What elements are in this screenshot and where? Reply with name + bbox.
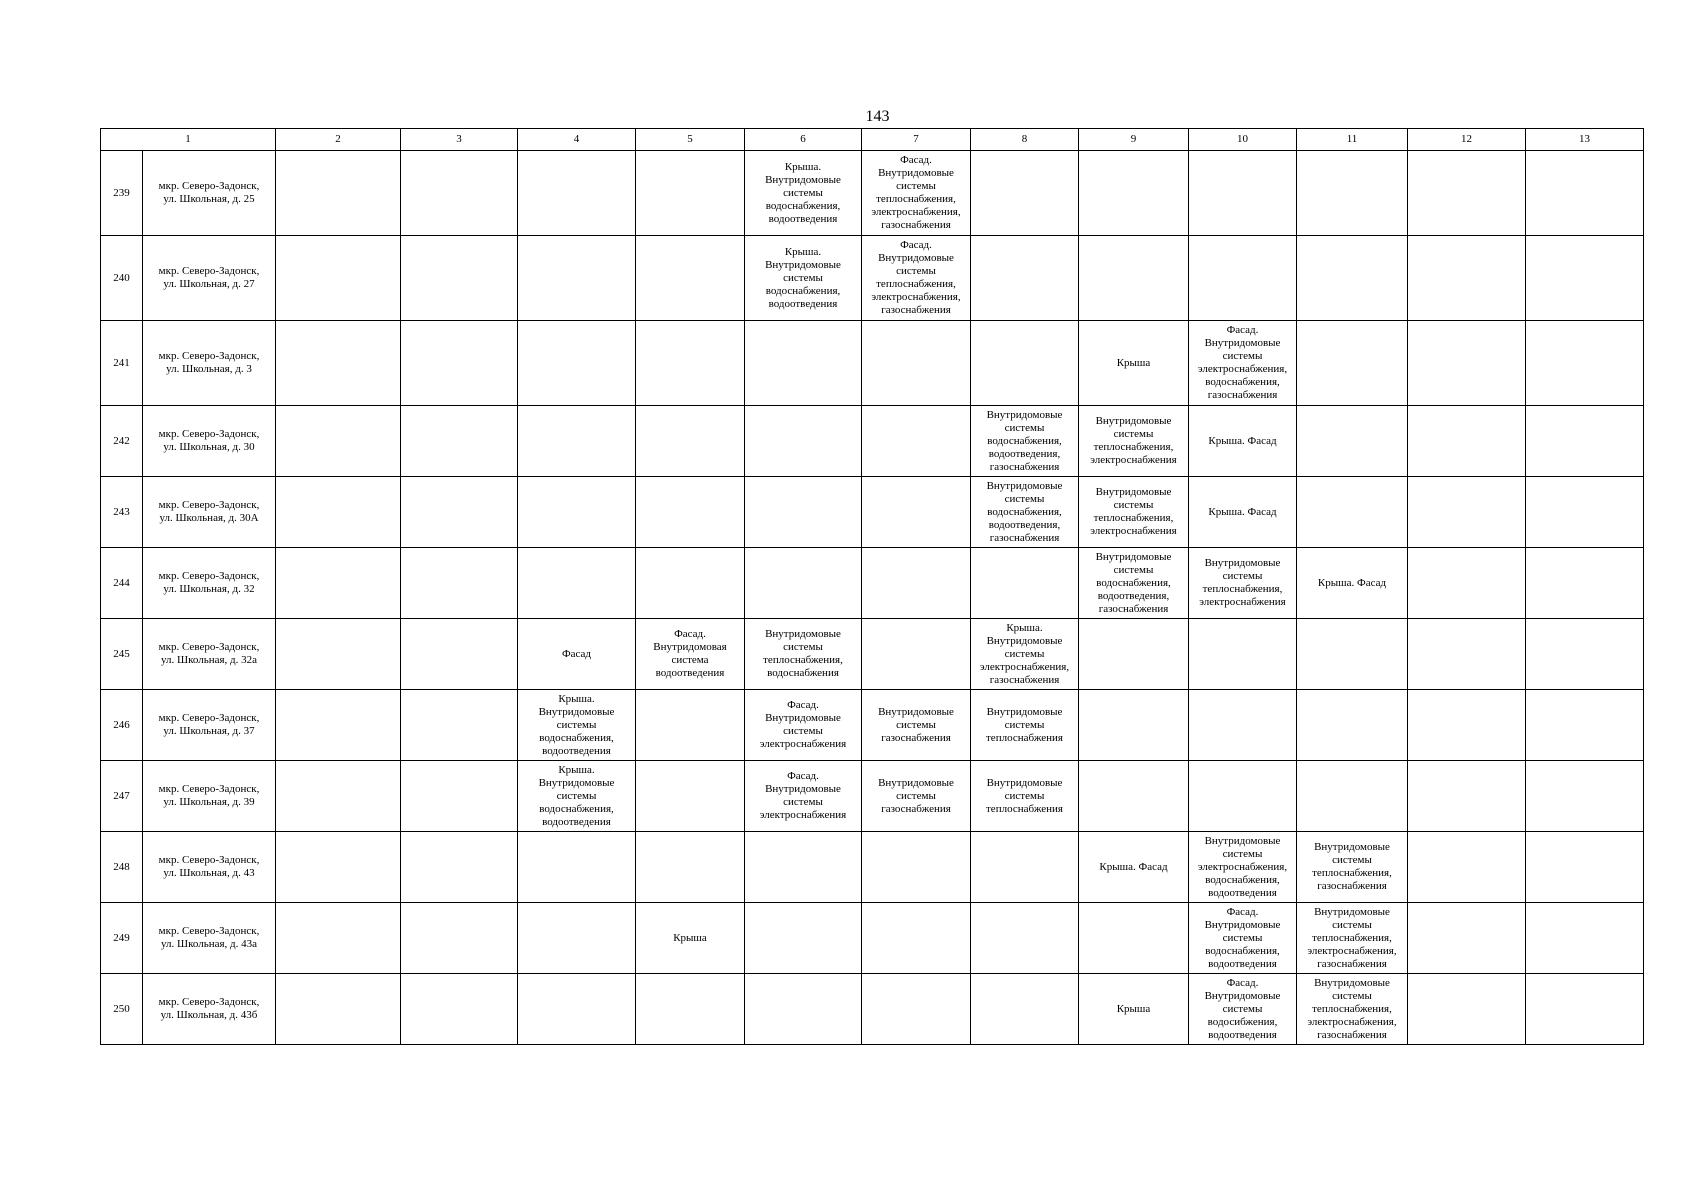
work-type-cell — [1297, 236, 1408, 321]
cell-text: Внутридомовые системы теплоснабжения, электроснабжения — [1090, 415, 1177, 466]
row-number-cell — [101, 548, 143, 619]
work-type-cell — [518, 974, 636, 1045]
cell-text: мкр. Северо-Задонск, ул. Школьная, д. 25 — [158, 180, 260, 205]
work-type-cell — [1189, 548, 1297, 619]
column-header: 7 — [862, 129, 971, 151]
cell-text: 247 — [113, 789, 130, 802]
work-type-cell — [518, 236, 636, 321]
work-type-cell — [401, 761, 518, 832]
cell-text: Внутридомовые системы теплоснабжения — [986, 705, 1063, 744]
address-cell — [143, 974, 276, 1045]
work-type-cell — [276, 548, 401, 619]
work-type-cell — [1079, 619, 1189, 690]
work-type-cell — [862, 321, 971, 406]
cell-text: мкр. Северо-Задонск, ул. Школьная, д. 32 — [158, 570, 260, 595]
work-type-cell — [518, 477, 636, 548]
table-row — [101, 548, 1644, 619]
work-type-cell — [971, 761, 1079, 832]
cell-text: 240 — [113, 271, 130, 284]
work-type-cell — [636, 761, 745, 832]
address-cell — [143, 832, 276, 903]
work-type-cell — [1297, 619, 1408, 690]
work-type-cell — [971, 832, 1079, 903]
work-type-cell — [1526, 974, 1644, 1045]
work-type-cell — [1189, 690, 1297, 761]
column-header: 8 — [971, 129, 1079, 151]
cell-text: мкр. Северо-Задонск, ул. Школьная, д. 30 — [158, 428, 260, 453]
work-type-cell — [862, 761, 971, 832]
cell-text: Крыша — [673, 931, 707, 944]
work-type-cell — [518, 903, 636, 974]
work-type-cell — [1079, 151, 1189, 236]
row-number-cell — [101, 236, 143, 321]
table-row — [101, 321, 1644, 406]
work-type-cell — [636, 619, 745, 690]
cell-text: Фасад. Внутридомовые системы теплоснабжения, электроснабжения, газоснабжения — [871, 154, 961, 231]
table-row — [101, 761, 1644, 832]
work-type-cell — [1526, 477, 1644, 548]
cell-text: 239 — [113, 186, 130, 199]
work-type-cell — [1526, 690, 1644, 761]
column-header: 9 — [1079, 129, 1189, 151]
work-type-cell — [862, 690, 971, 761]
work-type-cell — [276, 151, 401, 236]
address-cell — [143, 321, 276, 406]
work-type-cell — [1408, 321, 1526, 406]
work-type-cell — [971, 151, 1079, 236]
cell-text: мкр. Северо-Задонск, ул. Школьная, д. 37 — [158, 712, 260, 737]
work-type-cell — [1189, 236, 1297, 321]
cell-text: Внутридомовые системы водоснабжения, водоотведения, газоснабжения — [986, 479, 1063, 544]
cell-text: Фасад. Внутридомовые системы водосибжения, водоотведения — [1204, 976, 1281, 1041]
column-header: 6 — [745, 129, 862, 151]
work-type-cell — [1297, 903, 1408, 974]
address-cell — [143, 236, 276, 321]
work-type-cell — [1079, 548, 1189, 619]
work-type-cell — [1079, 690, 1189, 761]
work-type-cell — [1079, 321, 1189, 406]
work-type-cell — [862, 236, 971, 321]
cell-text: мкр. Северо-Задонск, ул. Школьная, д. 43б — [158, 996, 260, 1021]
work-type-cell — [745, 548, 862, 619]
cell-text: мкр. Северо-Задонск, ул. Школьная, д. 32а — [158, 641, 260, 666]
cell-text: Внутридомовые системы теплоснабжения, водоснабжения — [763, 628, 843, 679]
row-number-cell — [101, 406, 143, 477]
cell-text: мкр. Северо-Задонск, ул. Школьная, д. 3 — [158, 350, 260, 375]
cell-text: мкр. Северо-Задонск, ул. Школьная, д. 30А — [158, 499, 260, 524]
work-type-cell — [276, 903, 401, 974]
work-type-cell — [1189, 406, 1297, 477]
cell-text: Внутридомовые системы водоснабжения, водоотведения, газоснабжения — [986, 408, 1063, 473]
cell-text: 244 — [113, 576, 130, 589]
work-type-cell — [1526, 406, 1644, 477]
work-type-cell — [636, 151, 745, 236]
work-type-cell — [276, 690, 401, 761]
work-type-cell — [401, 477, 518, 548]
table-row — [101, 974, 1644, 1045]
work-type-cell — [276, 321, 401, 406]
row-number-cell — [101, 761, 143, 832]
work-type-cell — [636, 321, 745, 406]
repair-schedule-table — [100, 128, 1644, 1045]
column-header: 4 — [518, 129, 636, 151]
cell-text: Фасад. Внутридомовые системы электроснабжения — [759, 770, 847, 821]
work-type-cell — [1408, 151, 1526, 236]
work-type-cell — [401, 619, 518, 690]
work-type-cell — [1297, 406, 1408, 477]
column-header: 5 — [636, 129, 745, 151]
work-type-cell — [862, 151, 971, 236]
work-type-cell — [862, 406, 971, 477]
work-type-cell — [1526, 619, 1644, 690]
work-type-cell — [1408, 548, 1526, 619]
work-type-cell — [1189, 619, 1297, 690]
cell-text: Крыша — [1116, 356, 1151, 369]
work-type-cell — [518, 548, 636, 619]
work-type-cell — [745, 761, 862, 832]
table-row — [101, 406, 1644, 477]
work-type-cell — [1189, 761, 1297, 832]
row-number-cell — [101, 477, 143, 548]
work-type-cell — [745, 974, 862, 1045]
cell-text: Фасад. Внутридомовые системы водоснабжения, водоотведения — [1204, 905, 1281, 970]
work-type-cell — [1079, 236, 1189, 321]
address-cell — [143, 406, 276, 477]
cell-text: 243 — [113, 505, 130, 518]
work-type-cell — [401, 406, 518, 477]
work-type-cell — [1408, 903, 1526, 974]
page-number: 143 — [865, 108, 890, 125]
work-type-cell — [1189, 903, 1297, 974]
table-row — [101, 619, 1644, 690]
work-type-cell — [1297, 321, 1408, 406]
work-type-cell — [862, 619, 971, 690]
work-type-cell — [1079, 903, 1189, 974]
work-type-cell — [636, 690, 745, 761]
work-type-cell — [1297, 548, 1408, 619]
cell-text: 241 — [113, 356, 130, 369]
work-type-cell — [636, 974, 745, 1045]
cell-text: Внутридомовые системы теплоснабжения, электроснабжения, газоснабжения — [1307, 905, 1397, 970]
table-row — [101, 236, 1644, 321]
row-number-cell — [101, 151, 143, 236]
work-type-cell — [518, 321, 636, 406]
work-type-cell — [518, 619, 636, 690]
work-type-cell — [1526, 236, 1644, 321]
address-cell — [143, 477, 276, 548]
address-cell — [143, 619, 276, 690]
work-type-cell — [518, 151, 636, 236]
work-type-cell — [745, 690, 862, 761]
cell-text: Внутридомовые системы теплоснабжения, электроснабжения, газоснабжения — [1307, 976, 1397, 1041]
table-row — [101, 832, 1644, 903]
work-type-cell — [1526, 548, 1644, 619]
cell-text: Фасад. Внутридомовые системы электроснабжения — [759, 699, 847, 750]
work-type-cell — [971, 903, 1079, 974]
work-type-cell — [518, 690, 636, 761]
cell-text: Фасад. Внутридомовые системы теплоснабжения, электроснабжения, газоснабжения — [871, 239, 961, 316]
work-type-cell — [1297, 151, 1408, 236]
row-number-cell — [101, 903, 143, 974]
work-type-cell — [1189, 974, 1297, 1045]
cell-text: Крыша. Внутридомовые системы водоснабжения, водоотведения — [765, 245, 841, 310]
work-type-cell — [518, 761, 636, 832]
cell-text: мкр. Северо-Задонск, ул. Школьная, д. 39 — [158, 783, 260, 808]
work-type-cell — [276, 236, 401, 321]
work-type-cell — [971, 974, 1079, 1045]
table-row — [101, 151, 1644, 236]
cell-text: Крыша. Внутридомовые системы водоснабжения, водоотведения — [538, 763, 615, 828]
work-type-cell — [862, 548, 971, 619]
cell-text: Крыша. Внутридомовые системы электроснабжения, газоснабжения — [979, 621, 1070, 686]
work-type-cell — [745, 236, 862, 321]
address-cell — [143, 903, 276, 974]
cell-text: мкр. Северо-Задонск, ул. Школьная, д. 27 — [158, 265, 260, 290]
column-header: 2 — [276, 129, 401, 151]
work-type-cell — [401, 690, 518, 761]
work-type-cell — [745, 832, 862, 903]
work-type-cell — [276, 477, 401, 548]
work-type-cell — [862, 903, 971, 974]
work-type-cell — [971, 406, 1079, 477]
work-type-cell — [276, 832, 401, 903]
cell-text: Фасад. Внутридомовая система водоотведения — [653, 628, 727, 679]
cell-text: Внутридомовые системы теплоснабжения, электроснабжения — [1199, 557, 1286, 608]
cell-text: Крыша. Фасад — [1099, 860, 1168, 873]
column-header: 10 — [1189, 129, 1297, 151]
cell-text: 242 — [113, 434, 130, 447]
work-type-cell — [745, 903, 862, 974]
table-row — [101, 477, 1644, 548]
work-type-cell — [636, 406, 745, 477]
cell-text: Крыша. Фасад — [1208, 505, 1277, 518]
address-cell — [143, 548, 276, 619]
work-type-cell — [1189, 477, 1297, 548]
work-type-cell — [401, 832, 518, 903]
work-type-cell — [1079, 477, 1189, 548]
work-type-cell — [971, 321, 1079, 406]
cell-text: Внутридомовые системы теплоснабжения — [986, 776, 1063, 815]
work-type-cell — [745, 619, 862, 690]
work-type-cell — [1408, 406, 1526, 477]
cell-text: Крыша. Внутридомовые системы водоснабжения, водоотведения — [765, 160, 841, 225]
work-type-cell — [401, 151, 518, 236]
work-type-cell — [1526, 903, 1644, 974]
row-number-cell — [101, 974, 143, 1045]
work-type-cell — [1408, 690, 1526, 761]
work-type-cell — [971, 619, 1079, 690]
cell-text: мкр. Северо-Задонск, ул. Школьная, д. 43 — [158, 854, 260, 879]
work-type-cell — [745, 477, 862, 548]
column-header: 3 — [401, 129, 518, 151]
cell-text: Внутридомовые системы газоснабжения — [878, 705, 954, 744]
cell-text: Внутридомовые системы газоснабжения — [878, 776, 954, 815]
cell-text: Крыша. Фасад — [1317, 576, 1387, 589]
cell-text: Внутридомовые системы теплоснабжения, электроснабжения — [1090, 486, 1177, 537]
work-type-cell — [518, 832, 636, 903]
work-type-cell — [1297, 477, 1408, 548]
work-type-cell — [1297, 761, 1408, 832]
work-type-cell — [1189, 321, 1297, 406]
work-type-cell — [276, 974, 401, 1045]
work-type-cell — [1079, 832, 1189, 903]
work-type-cell — [636, 477, 745, 548]
work-type-cell — [1408, 236, 1526, 321]
work-type-cell — [1189, 832, 1297, 903]
work-type-cell — [1526, 151, 1644, 236]
row-number-cell — [101, 619, 143, 690]
work-type-cell — [401, 236, 518, 321]
work-type-cell — [1526, 761, 1644, 832]
cell-text: 250 — [113, 1002, 130, 1015]
work-type-cell — [1526, 832, 1644, 903]
column-header: 12 — [1408, 129, 1526, 151]
work-type-cell — [1079, 406, 1189, 477]
row-number-cell — [101, 321, 143, 406]
column-header: 13 — [1526, 129, 1644, 151]
work-type-cell — [636, 548, 745, 619]
work-type-cell — [276, 761, 401, 832]
column-header: 1 — [101, 129, 276, 151]
work-type-cell — [745, 321, 862, 406]
work-type-cell — [971, 690, 1079, 761]
work-type-cell — [1297, 832, 1408, 903]
work-type-cell — [745, 406, 862, 477]
work-type-cell — [1408, 477, 1526, 548]
work-type-cell — [1079, 761, 1189, 832]
cell-text: Фасад. Внутридомовые системы электроснабжения, водоснабжения, газоснабжения — [1197, 324, 1288, 401]
cell-text: Внутридомовые системы электроснабжения, водоснабжения, водоотведения — [1197, 834, 1288, 899]
work-type-cell — [636, 236, 745, 321]
column-header: 11 — [1297, 129, 1408, 151]
work-type-cell — [971, 477, 1079, 548]
address-cell — [143, 690, 276, 761]
work-type-cell — [1297, 974, 1408, 1045]
cell-text: 249 — [113, 931, 130, 944]
cell-text: Крыша. Фасад — [1208, 434, 1277, 447]
cell-text: Внутридомовые системы водоснабжения, водоотведения, газоснабжения — [1095, 550, 1172, 615]
work-type-cell — [862, 974, 971, 1045]
work-type-cell — [518, 406, 636, 477]
table-row — [101, 903, 1644, 974]
address-cell — [143, 151, 276, 236]
cell-text: Фасад — [561, 647, 592, 660]
header-row — [101, 129, 1644, 151]
work-type-cell — [971, 548, 1079, 619]
work-type-cell — [276, 406, 401, 477]
cell-text: 245 — [113, 647, 130, 660]
work-type-cell — [745, 151, 862, 236]
work-type-cell — [276, 619, 401, 690]
work-type-cell — [401, 903, 518, 974]
work-type-cell — [636, 832, 745, 903]
work-type-cell — [1408, 619, 1526, 690]
cell-text: 248 — [113, 860, 130, 873]
cell-text: Внутридомовые системы теплоснабжения, газоснабжения — [1312, 841, 1392, 892]
address-cell — [143, 761, 276, 832]
work-type-cell — [1526, 321, 1644, 406]
work-type-cell — [1408, 832, 1526, 903]
work-type-cell — [862, 832, 971, 903]
work-type-cell — [1079, 974, 1189, 1045]
work-type-cell — [1408, 974, 1526, 1045]
cell-text: 246 — [113, 718, 130, 731]
cell-text: Крыша. Внутридомовые системы водоснабжения, водоотведения — [538, 692, 615, 757]
work-type-cell — [401, 548, 518, 619]
row-number-cell — [101, 690, 143, 761]
cell-text: Крыша — [1116, 1002, 1151, 1015]
work-type-cell — [971, 236, 1079, 321]
work-type-cell — [862, 477, 971, 548]
cell-text: мкр. Северо-Задонск, ул. Школьная, д. 43а — [158, 925, 260, 950]
work-type-cell — [1297, 690, 1408, 761]
work-type-cell — [1408, 761, 1526, 832]
row-number-cell — [101, 832, 143, 903]
work-type-cell — [401, 974, 518, 1045]
work-type-cell — [1189, 151, 1297, 236]
work-type-cell — [401, 321, 518, 406]
work-type-cell — [636, 903, 745, 974]
table-row — [101, 690, 1644, 761]
